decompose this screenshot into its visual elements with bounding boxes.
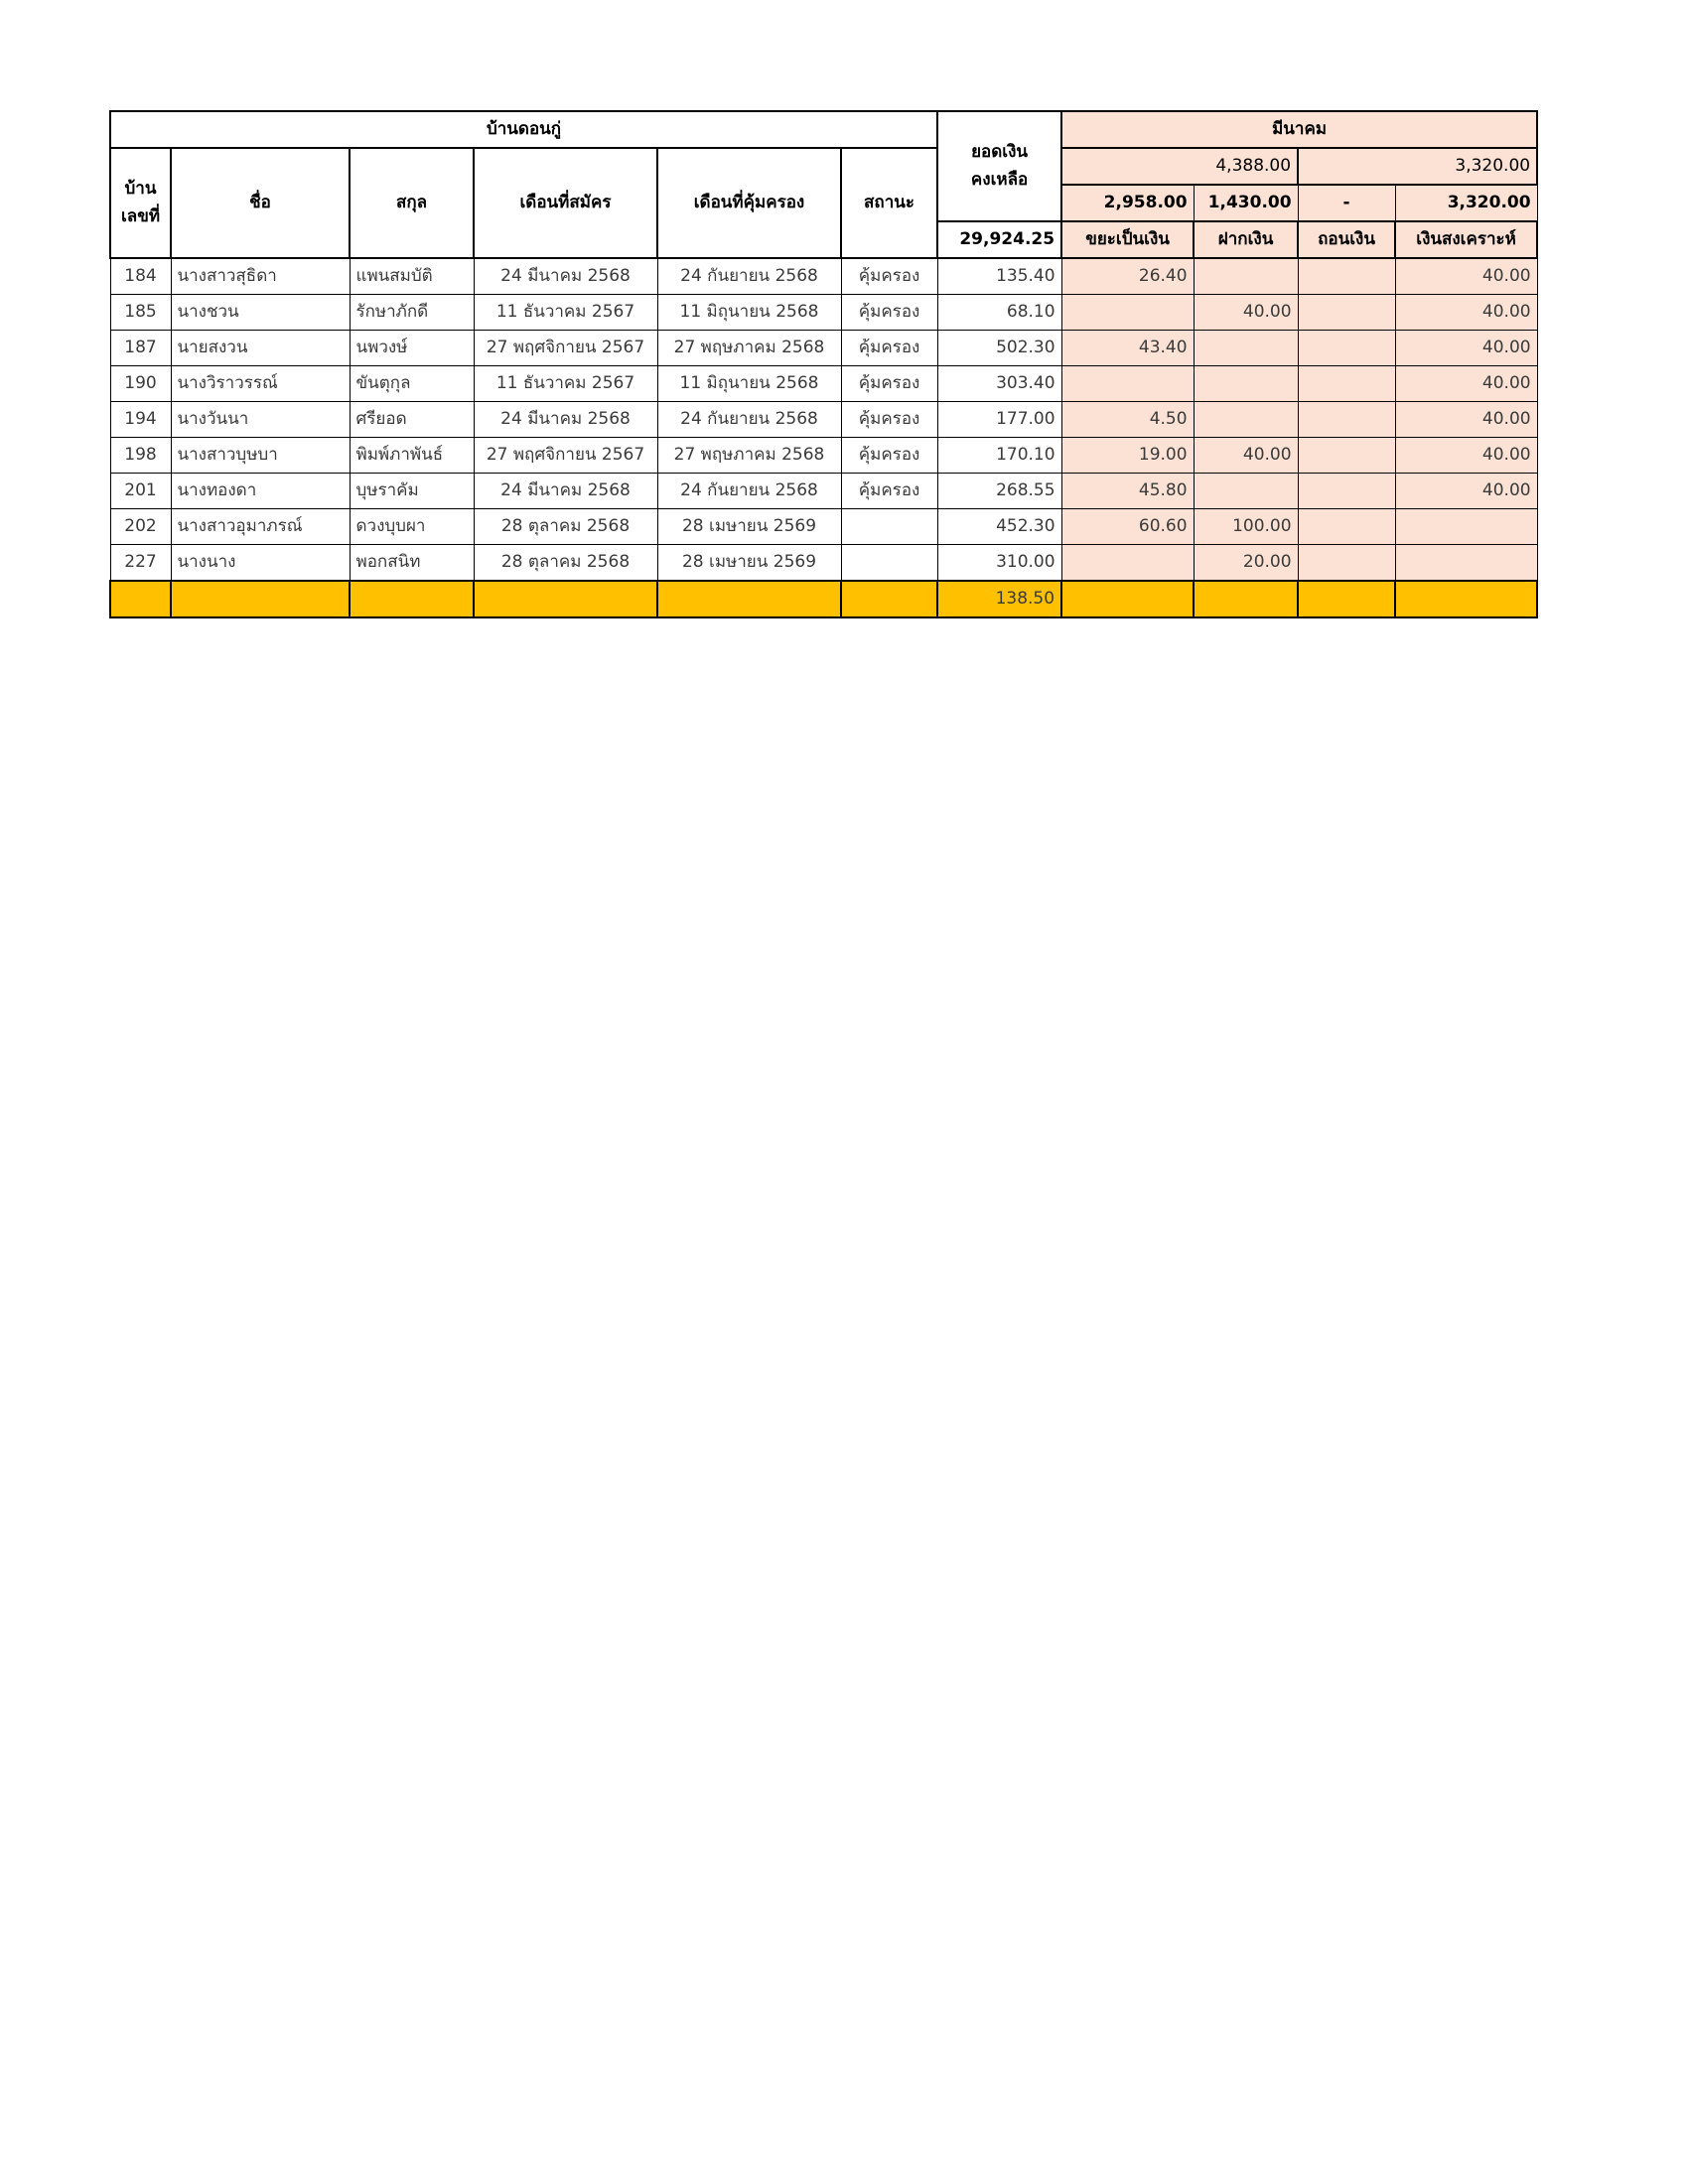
withdraw-cell — [1298, 295, 1395, 331]
apply-month-cell: 24 มีนาคม 2568 — [474, 402, 657, 438]
surname-cell: รักษาภักดี — [350, 295, 474, 331]
deposit-cell: 40.00 — [1194, 438, 1298, 474]
balance-total: 29,924.25 — [937, 221, 1061, 258]
welfare-cell: 40.00 — [1395, 402, 1537, 438]
waste-cell — [1061, 545, 1194, 582]
table-row — [110, 295, 1537, 331]
withdraw-cell — [1298, 331, 1395, 366]
group-total-right: 3,320.00 — [1298, 148, 1537, 185]
house-no-cell: 198 — [110, 438, 171, 474]
coverage-month-cell: 28 เมษายน 2569 — [657, 545, 841, 582]
table-row — [110, 258, 1537, 295]
surname-cell: นพวงษ์ — [350, 331, 474, 366]
welfare-cell — [1395, 545, 1537, 582]
table-title: บ้านดอนกู่ — [110, 111, 937, 148]
welfare-cell: 40.00 — [1395, 258, 1537, 295]
waste-cell: 43.40 — [1061, 331, 1194, 366]
house-no-header: บ้าน เลขที่ — [110, 148, 171, 258]
surname-cell: บุษราคัม — [350, 474, 474, 509]
withdraw-header: ถอนเงิน — [1298, 221, 1395, 258]
deposit-cell — [1194, 366, 1298, 402]
group-total-left: 4,388.00 — [1061, 148, 1298, 185]
footer-empty-cell — [474, 581, 657, 617]
savings-table — [109, 110, 1538, 618]
house-no-cell: 185 — [110, 295, 171, 331]
surname-cell: พอกสนิท — [350, 545, 474, 582]
status-cell: คุ้มครอง — [841, 258, 937, 295]
coverage-month-cell: 27 พฤษภาคม 2568 — [657, 438, 841, 474]
welfare-cell: 40.00 — [1395, 295, 1537, 331]
welfare-header: เงินสงเคราะห์ — [1395, 221, 1537, 258]
apply-month-cell: 28 ตุลาคม 2568 — [474, 545, 657, 582]
deposit-cell — [1194, 474, 1298, 509]
apply-month-cell: 24 มีนาคม 2568 — [474, 474, 657, 509]
waste-cell — [1061, 366, 1194, 402]
balance-cell: 170.10 — [937, 438, 1061, 474]
table-row — [110, 474, 1537, 509]
coverage-month-cell: 28 เมษายน 2569 — [657, 509, 841, 545]
footer-empty-cell — [657, 581, 841, 617]
table-row — [110, 509, 1537, 545]
welfare-cell: 40.00 — [1395, 474, 1537, 509]
name-header: ชื่อ — [171, 148, 350, 258]
apply-month-cell: 24 มีนาคม 2568 — [474, 258, 657, 295]
waste-cell: 60.60 — [1061, 509, 1194, 545]
house-no-cell: 187 — [110, 331, 171, 366]
status-cell: คุ้มครอง — [841, 366, 937, 402]
withdraw-cell — [1298, 402, 1395, 438]
coverage-month-cell: 27 พฤษภาคม 2568 — [657, 331, 841, 366]
footer-empty-cell — [1194, 581, 1298, 617]
withdraw-total: - — [1298, 185, 1395, 221]
status-cell: คุ้มครอง — [841, 331, 937, 366]
footer-balance: 138.50 — [937, 581, 1061, 617]
footer-empty-cell — [1298, 581, 1395, 617]
surname-cell: ขันตุกุล — [350, 366, 474, 402]
status-cell: คุ้มครอง — [841, 474, 937, 509]
withdraw-cell — [1298, 438, 1395, 474]
house-no-cell: 194 — [110, 402, 171, 438]
balance-cell: 177.00 — [937, 402, 1061, 438]
house-no-cell: 202 — [110, 509, 171, 545]
footer-empty-cell — [110, 581, 171, 617]
waste-total: 2,958.00 — [1061, 185, 1194, 221]
month-header: มีนาคม — [1061, 111, 1537, 148]
balance-cell: 135.40 — [937, 258, 1061, 295]
footer-empty-cell — [171, 581, 350, 617]
apply-month-cell: 11 ธันวาคม 2567 — [474, 366, 657, 402]
surname-cell: ดวงบุบผา — [350, 509, 474, 545]
apply-month-cell: 27 พฤศจิกายน 2567 — [474, 438, 657, 474]
table-row — [110, 366, 1537, 402]
deposit-cell — [1194, 258, 1298, 295]
coverage-month-cell: 24 กันยายน 2568 — [657, 258, 841, 295]
deposit-cell: 100.00 — [1194, 509, 1298, 545]
apply-month-header: เดือนที่สมัคร — [474, 148, 657, 258]
status-cell: คุ้มครอง — [841, 438, 937, 474]
footer-empty-cell — [841, 581, 937, 617]
withdraw-cell — [1298, 545, 1395, 582]
deposit-cell — [1194, 402, 1298, 438]
withdraw-cell — [1298, 366, 1395, 402]
balance-cell: 68.10 — [937, 295, 1061, 331]
waste-cell: 19.00 — [1061, 438, 1194, 474]
name-cell: นางวิราวรรณ์ — [171, 366, 350, 402]
coverage-month-cell: 11 มิถุนายน 2568 — [657, 366, 841, 402]
withdraw-cell — [1298, 474, 1395, 509]
footer-empty-cell — [350, 581, 474, 617]
surname-cell: พิมพ์ภาพันธ์ — [350, 438, 474, 474]
apply-month-cell: 28 ตุลาคม 2568 — [474, 509, 657, 545]
surname-cell: ศรียอด — [350, 402, 474, 438]
welfare-cell — [1395, 509, 1537, 545]
waste-cell: 26.40 — [1061, 258, 1194, 295]
footer-empty-cell — [1061, 581, 1194, 617]
name-cell: นางทองดา — [171, 474, 350, 509]
name-cell: นางสาวสุธิดา — [171, 258, 350, 295]
footer-row — [110, 581, 1537, 617]
table-row — [110, 438, 1537, 474]
coverage-month-cell: 24 กันยายน 2568 — [657, 402, 841, 438]
deposit-header: ฝากเงิน — [1194, 221, 1298, 258]
status-cell — [841, 545, 937, 582]
balance-cell: 502.30 — [937, 331, 1061, 366]
house-no-cell: 190 — [110, 366, 171, 402]
table-row — [110, 402, 1537, 438]
name-cell: นางชวน — [171, 295, 350, 331]
deposit-total: 1,430.00 — [1194, 185, 1298, 221]
balance-header: ยอดเงิน คงเหลือ — [937, 111, 1061, 221]
waste-header: ขยะเป็นเงิน — [1061, 221, 1194, 258]
table-row — [110, 545, 1537, 582]
status-cell: คุ้มครอง — [841, 295, 937, 331]
table-row — [110, 331, 1537, 366]
apply-month-cell: 11 ธันวาคม 2567 — [474, 295, 657, 331]
name-cell: นางนาง — [171, 545, 350, 582]
surname-cell: แพนสมบัติ — [350, 258, 474, 295]
surname-header: สกุล — [350, 148, 474, 258]
name-cell: นางวันนา — [171, 402, 350, 438]
waste-cell: 4.50 — [1061, 402, 1194, 438]
balance-cell: 310.00 — [937, 545, 1061, 582]
name-cell: นางสาวบุษบา — [171, 438, 350, 474]
balance-cell: 268.55 — [937, 474, 1061, 509]
welfare-cell: 40.00 — [1395, 438, 1537, 474]
deposit-cell: 20.00 — [1194, 545, 1298, 582]
house-no-cell: 184 — [110, 258, 171, 295]
name-cell: นายสงวน — [171, 331, 350, 366]
coverage-month-cell: 11 มิถุนายน 2568 — [657, 295, 841, 331]
deposit-cell: 40.00 — [1194, 295, 1298, 331]
status-cell: คุ้มครอง — [841, 402, 937, 438]
house-no-cell: 227 — [110, 545, 171, 582]
balance-cell: 303.40 — [937, 366, 1061, 402]
name-cell: นางสาวอุมาภรณ์ — [171, 509, 350, 545]
withdraw-cell — [1298, 258, 1395, 295]
coverage-month-header: เดือนที่คุ้มครอง — [657, 148, 841, 258]
welfare-cell: 40.00 — [1395, 366, 1537, 402]
balance-cell: 452.30 — [937, 509, 1061, 545]
waste-cell: 45.80 — [1061, 474, 1194, 509]
welfare-total: 3,320.00 — [1395, 185, 1537, 221]
welfare-cell: 40.00 — [1395, 331, 1537, 366]
deposit-cell — [1194, 331, 1298, 366]
waste-cell — [1061, 295, 1194, 331]
coverage-month-cell: 24 กันยายน 2568 — [657, 474, 841, 509]
status-header: สถานะ — [841, 148, 937, 258]
withdraw-cell — [1298, 509, 1395, 545]
status-cell — [841, 509, 937, 545]
footer-empty-cell — [1395, 581, 1537, 617]
house-no-cell: 201 — [110, 474, 171, 509]
apply-month-cell: 27 พฤศจิกายน 2567 — [474, 331, 657, 366]
